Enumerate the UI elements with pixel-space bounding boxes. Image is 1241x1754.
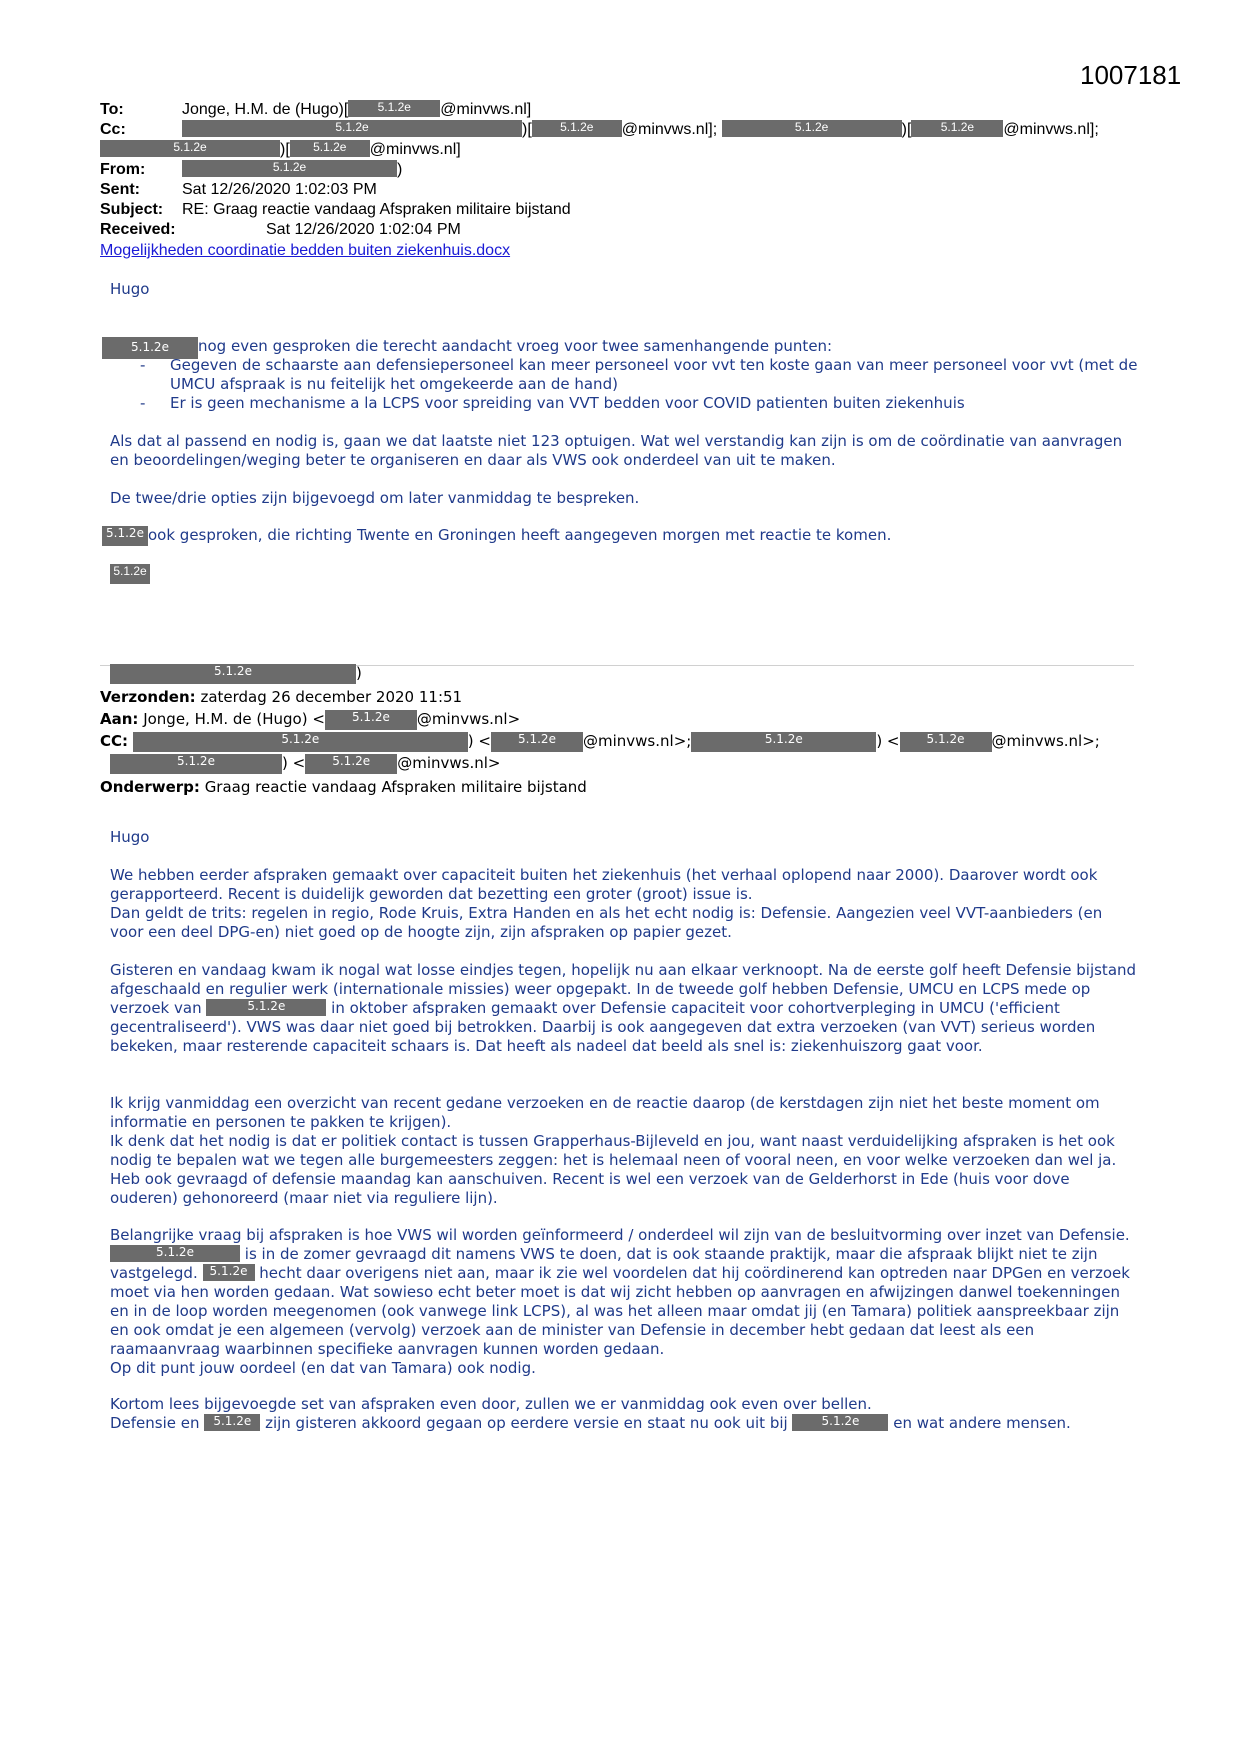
- attachment-link[interactable]: Mogelijkheden coordinatie bedden buiten ziekenhuis.docx: [100, 242, 511, 259]
- redaction: 5.1.2e: [722, 120, 902, 137]
- redaction: 5.1.2e: [110, 754, 282, 774]
- received-value: Sat 12/26/2020 1:02:04 PM: [266, 221, 461, 238]
- paragraph: [102, 526, 1132, 546]
- subject-value: Graag reactie vandaag Afspraken militaire bijstand: [204, 778, 587, 796]
- redaction: 5.1.2e: [110, 1245, 240, 1262]
- original-cc-row: [100, 732, 1100, 752]
- greeting: Hugo: [110, 828, 150, 846]
- list-item: - Er is geen mechanisme a la LCPS voor spreiding van VVT bedden voor COVID patienten buiten ziekenhuis: [140, 394, 1140, 413]
- paragraph-text: is in de zomer gevraagd dit namens VWS te doen, dat is ook staande praktijk, maar die afspraak blijkt niet te zijn vastgelegd.: [110, 1245, 1098, 1282]
- paragraph: [110, 1226, 1140, 1378]
- redaction: 5.1.2e: [305, 754, 397, 774]
- paragraph-text: Defensie en: [110, 1414, 200, 1432]
- paragraph-text: ook gesproken, die richting Twente en Groningen heeft aangegeven morgen met reactie te komen.: [148, 526, 892, 544]
- list-item: - Gegeven de schaarste aan defensiepersoneel kan meer personeel voor vvt ten koste gaan van meer personeel voor vvt (met de UMCU afspraak is nu feitelijk het omgekeerde aan de hand): [140, 356, 1140, 394]
- paragraph: Als dat al passend en nodig is, gaan we dat laatste niet 123 optuigen. Wat wel verstandig kan zijn is om de coördinatie van aanvragen en beoordelingen/weging beter te organiseren en daar als VWS ook onderdeel van uit te maken.: [110, 432, 1123, 469]
- from-row: [100, 160, 402, 180]
- redaction: 5.1.2e: [290, 140, 370, 157]
- sent-row: [100, 180, 377, 200]
- original-sent-row: [100, 688, 462, 707]
- redaction: 5.1.2e: [206, 999, 326, 1016]
- document-number: 1007181: [1080, 60, 1182, 90]
- cc-row: [100, 120, 1099, 140]
- original-to-row: [100, 710, 520, 730]
- to-suffix: @minvws.nl]: [440, 101, 532, 118]
- redaction: 5.1.2e: [110, 664, 356, 684]
- cc-text: @minvws.nl];: [621, 121, 718, 138]
- paragraph-text: hecht daar overigens niet aan, maar ik zie wel voordelen dat hij coördinerend kan optreden naar DPGen en verzoek moet via hen worden gedaan. Wat sowieso echt beter moet is dat wij zicht hebben op aanvragen en afwijzingen danwel toekenningen en in de loop worden meegenomen (ook vanwege link LCPS), al was het alleen maar omdat jij (en Tamara) politiek aanspreekbaar zijn en ook omdat je een algemeen (vervolg) verzoek aan de minister van Defensie in december hebt gedaan dat leest als een raamaanvraag waarbinnen specifieke aanvragen kunnen worden gedaan.: [110, 1264, 1130, 1358]
- redaction: 5.1.2e: [900, 732, 992, 752]
- paragraph: De twee/drie opties zijn bijgevoegd om later vanmiddag te bespreken.: [110, 489, 640, 507]
- redaction: 5.1.2e: [110, 564, 150, 584]
- redaction: 5.1.2e: [203, 1264, 255, 1281]
- paragraph-text: Ik krijg vanmiddag een overzicht van recent gedane verzoeken en de reactie daarop (de kerstdagen zijn niet het beste moment om informatie en personen te pakken te krijgen).: [110, 1094, 1100, 1131]
- cc-text: @minvws.nl>: [397, 754, 501, 772]
- paragraph: [110, 1395, 1140, 1433]
- sent-label: Sent:: [100, 181, 140, 198]
- redaction: 5.1.2e: [100, 140, 280, 157]
- paragraph-text: Gisteren en vandaag kwam ik nogal wat losse eindjes tegen, hopelijk nu aan elkaar verknoopt. Na de eerste golf heeft Defensie bijstand afgeschaald en regulier werk (internationale missies) weer opgepakt. In de tweede golf hebben Defensie, UMCU en LCPS mede op verzoek van: [110, 961, 1137, 1017]
- redaction: 5.1.2e: [491, 732, 583, 752]
- to-value: Jonge, H.M. de (Hugo) <: [143, 710, 325, 728]
- sent-value: zaterdag 26 december 2020 11:51: [200, 688, 463, 706]
- cc-text: )[: [522, 121, 532, 138]
- from-suffix: ): [356, 664, 362, 682]
- paragraph: [110, 866, 1140, 942]
- received-label: Received:: [100, 221, 176, 238]
- to-row: [100, 100, 531, 120]
- redaction: 5.1.2e: [204, 1414, 260, 1431]
- redaction: 5.1.2e: [182, 160, 397, 177]
- signature: [110, 564, 150, 584]
- redaction: 5.1.2e: [348, 100, 440, 117]
- paragraph-text: Ik denk dat het nodig is dat er politiek contact is tussen Grapperhaus-Bijleveld en jou, want naast verduidelijking afspraken is het ook nodig te bepalen wat we tegen alle burgemeesters zeggen: het is helemaal neen of vooral neen, en voor welke verzoeken dan wel ja. Heb ook gevraagd of defensie maandag kan aanschuiven. Recent is wel een verzoek van de Gelderhorst in Ede (huis voor dove ouderen) gehonoreerd (maar niet via reguliere lijn).: [110, 1132, 1117, 1207]
- redaction: 5.1.2e: [911, 120, 1003, 137]
- paragraph-text: Op dit punt jouw oordeel (en dat van Tamara) ook nodig.: [110, 1359, 536, 1377]
- redaction: 5.1.2e: [102, 526, 148, 546]
- to-value: Jonge, H.M. de (Hugo)[: [182, 101, 349, 118]
- original-cc-row-2: [110, 754, 500, 774]
- cc-row-2: [100, 140, 461, 160]
- from-suffix: ): [397, 161, 403, 178]
- cc-label: CC:: [100, 732, 129, 750]
- subject-value: RE: Graag reactie vandaag Afspraken militaire bijstand: [182, 201, 571, 218]
- sent-value: Sat 12/26/2020 1:02:03 PM: [182, 181, 377, 198]
- redaction: 5.1.2e: [325, 710, 417, 730]
- paragraph-text: Dan geldt de trits: regelen in regio, Rode Kruis, Extra Handen en als het echt nodig is: Defensie. Aangezien veel VVT-aanbieders (en voor een deel DPG-en) niet goed op de hoogte zijn, zijn afspraken op papier gezet.: [110, 904, 1103, 941]
- cc-text: @minvws.nl>;: [991, 732, 1100, 750]
- to-label: Aan:: [100, 710, 139, 728]
- intro-text: nog even gesproken die terecht aandacht vroeg voor twee samenhangende punten:: [198, 337, 833, 355]
- cc-text: ) <: [467, 732, 491, 750]
- redaction: 5.1.2e: [133, 732, 468, 752]
- cc-label: Cc:: [100, 121, 126, 138]
- cc-text: )[: [280, 141, 290, 158]
- redaction: 5.1.2e: [691, 732, 876, 752]
- subject-row: [100, 200, 571, 220]
- original-subject-row: [100, 778, 587, 797]
- paragraph-text: Belangrijke vraag bij afspraken is hoe VWS wil worden geïnformeerd / onderdeel wil zijn van de besluitvorming over inzet van Defensie.: [110, 1226, 1130, 1244]
- original-from-row: [110, 664, 362, 684]
- subject-label: Subject:: [100, 201, 164, 218]
- paragraph-text: in oktober afspraken gemaakt over Defensie capaciteit voor cohortverpleging in UMCU ('efficient gecentraliseerd'). VWS was daar niet goed bij betrokken. Daarbij is ook aangegeven dat extra verzoeken (van VVT) serieus worden bekeken, maar resterende capaciteit schaars is. Dat heeft als nadeel dat beeld als snel is: ziekenhuiszorg gaat voor.: [110, 999, 1096, 1055]
- cc-text: )[: [901, 121, 912, 138]
- paragraph: [110, 1094, 1140, 1208]
- cc-text: @minvws.nl]: [369, 141, 461, 158]
- paragraph-text: Kortom lees bijgevoegde set van afspraken even door, zullen we er vanmiddag ook even over bellen.: [110, 1395, 872, 1413]
- redaction: 5.1.2e: [182, 120, 522, 137]
- sent-label: Verzonden:: [100, 688, 196, 706]
- to-suffix: @minvws.nl>: [416, 710, 521, 728]
- redaction: 5.1.2e: [532, 120, 622, 137]
- subject-label: Onderwerp:: [100, 778, 200, 796]
- cc-text: @minvws.nl];: [1003, 121, 1099, 138]
- redaction: 5.1.2e: [792, 1414, 888, 1431]
- cc-text: @minvws.nl>;: [583, 732, 692, 750]
- paragraph-text: We hebben eerder afspraken gemaakt over capaciteit buiten het ziekenhuis (het verhaal oplopend naar 2000). Daarover wordt ook gerapporteerd. Recent is duidelijk geworden dat bezetting een groter (groot) issue is.: [110, 866, 1098, 903]
- cc-text: ) <: [282, 754, 306, 772]
- cc-text: ) <: [876, 732, 900, 750]
- bullet-list: [140, 356, 1140, 413]
- paragraph: [110, 961, 1140, 1056]
- to-label: To:: [100, 101, 124, 118]
- from-label: From:: [100, 161, 146, 178]
- paragraph-text: zijn gisteren akkoord gegaan op eerdere versie en staat nu ook uit bij: [265, 1414, 788, 1432]
- redaction: 5.1.2e: [102, 337, 198, 359]
- received-row: [100, 220, 461, 240]
- paragraph-text: en wat andere mensen.: [893, 1414, 1071, 1432]
- greeting: Hugo: [110, 280, 150, 298]
